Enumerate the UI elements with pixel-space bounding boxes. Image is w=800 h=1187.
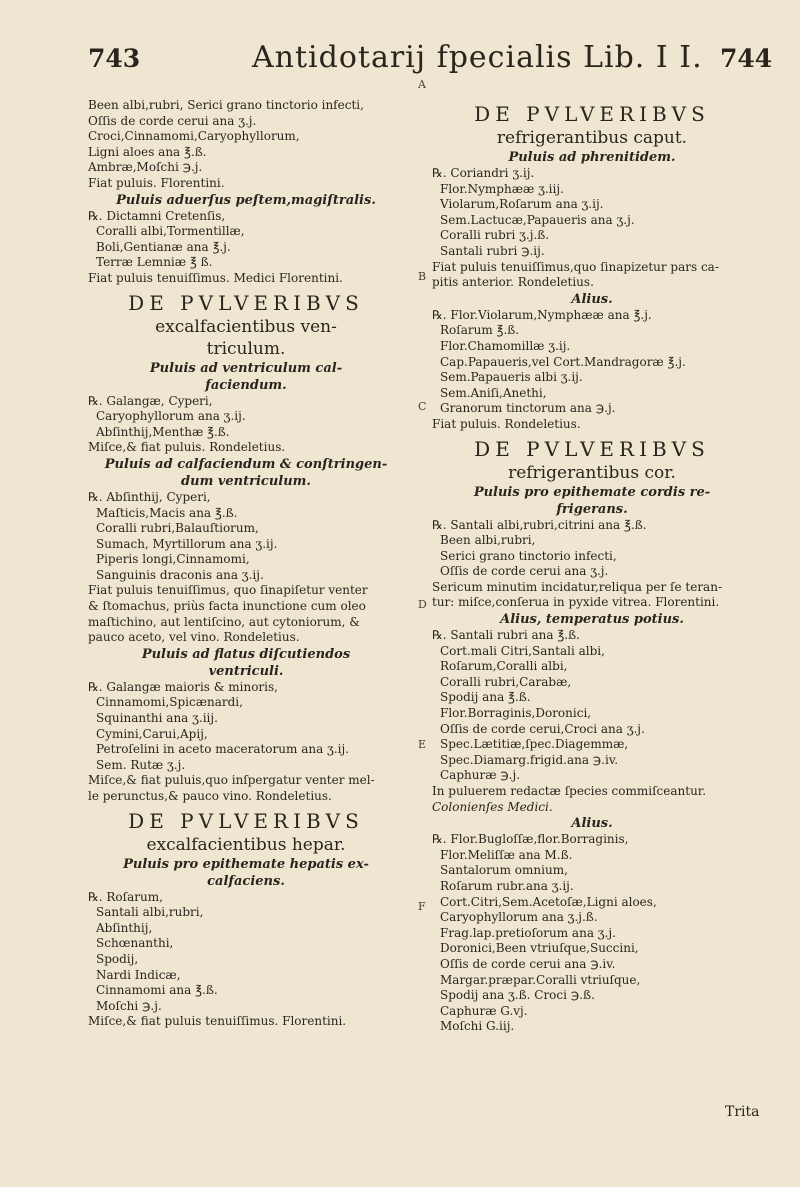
recipe-heading: Alius. xyxy=(571,816,613,832)
text-line: Cinnamomi ana ℥.ß. xyxy=(96,983,218,998)
recipe-heading: Puluis aduerſus peſtem,magiſtralis. xyxy=(116,192,376,208)
text-line: Sem.Aniſi,Anethi, xyxy=(440,385,547,400)
text-line: Miſce,& fiat puluis,quo inſpergatur venter mel- xyxy=(88,773,375,788)
margin-letter-f: F xyxy=(418,900,426,913)
text-line: ℞. Abſinthij, Cyperi, xyxy=(88,489,211,504)
recipe-heading: frigerans. xyxy=(556,501,628,517)
text-line: Coralli rubri,Carabæ, xyxy=(440,674,572,689)
running-title: Antidotarij fpecialis Lib. I I. xyxy=(252,40,703,75)
text-line: Frag.lap.pretioſorum ana ʒ.j. xyxy=(440,925,616,940)
text-line: Colonienſes Medici. xyxy=(432,799,553,814)
text-line: Spodij ana ℥.ß. xyxy=(440,690,531,705)
text-line: pitis anterior. Rondeletius. xyxy=(432,275,594,290)
text-line: ℞. Santali albi,rubri,citrini ana ℥.ß. xyxy=(432,517,647,532)
text-line: Doronici,Been vtriuſque,Succini, xyxy=(440,941,639,956)
text-line: pauco aceto, vel vino. Rondeletius. xyxy=(88,630,300,645)
recipe-heading: calfaciens. xyxy=(207,873,285,889)
recipe-heading: Puluis ad flatus diſcutiendos xyxy=(141,646,351,662)
text-line: Fiat puluis. Rondeletius. xyxy=(432,416,581,431)
text-line: Terræ Lemniæ ℥ ß. xyxy=(96,255,213,270)
section-subtitle: refrigerantibus cor. xyxy=(508,462,676,483)
text-line: Santali rubri ℈.ij. xyxy=(440,243,545,258)
section-subtitle: excalfacientibus hepar. xyxy=(146,834,346,855)
text-line: Spodij, xyxy=(96,951,139,966)
text-line: ℞. Dictamni Cretenſis, xyxy=(88,208,226,223)
text-line: Oſſis de corde cerui,Croci ana ʒ.j. xyxy=(440,721,645,736)
text-line: Maſticis,Macis ana ℥.ß. xyxy=(96,505,238,520)
text-line: Cap.Papaueris,vel Cort.Mandragoræ ℥.j. xyxy=(440,354,686,369)
text-line: Sericum minutim incidatur,reliqua per ſe teran- xyxy=(432,579,722,594)
left-column xyxy=(88,98,404,1030)
margin-letter-d: D xyxy=(418,598,427,611)
text-line: Ambræ,Moſchi ℈.j. xyxy=(88,160,203,175)
text-line: Oſſis de corde cerui ana ʒ.j. xyxy=(88,113,257,128)
recipe-heading: faciendum. xyxy=(205,377,287,393)
text-line: Caryophyllorum ana ʒ.ij. xyxy=(96,409,246,424)
text-line: ℞. Coriandri ʒ.ij. xyxy=(432,166,535,180)
recipe-heading: dum ventriculum. xyxy=(181,473,311,489)
section-subtitle: refrigerantibus caput. xyxy=(496,128,688,148)
text-line: Roſarum,Coralli albi, xyxy=(440,659,568,674)
text-line: Margar.præpar.Coralli vtriuſque, xyxy=(440,972,641,987)
text-line: Fiat puluis. Florentini. xyxy=(88,175,225,190)
text-line: ℞. Galangæ, Cyperi, xyxy=(88,393,213,408)
margin-letter-b: B xyxy=(418,270,427,283)
text-line: Croci,Cinnamomi,Caryophyllorum, xyxy=(88,129,300,144)
text-line: Boli,Gentianæ ana ℥.j. xyxy=(96,239,231,254)
text-line: ℞. Galangæ maioris & minoris, xyxy=(88,679,278,694)
recipe-heading: Alius. xyxy=(571,291,613,307)
text-line: Petroſelini in aceto maceratorum ana ʒ.ij. xyxy=(96,742,350,757)
text-line: Flor.Borraginis,Doronici, xyxy=(440,706,592,721)
recipe-heading: Puluis pro epithemate hepatis ex- xyxy=(123,856,369,872)
right-column xyxy=(432,98,752,1035)
text-line: le perunctus,& pauco vino. Rondeletius. xyxy=(88,789,332,803)
text-line: ℞. Santali rubri ana ℥.ß. xyxy=(432,628,580,643)
text-line: Cort.mali Citri,Santali albi, xyxy=(440,643,605,658)
text-line: Ligni aloes ana ℥.ß. xyxy=(88,144,207,159)
text-line: ℞. Flor.Bugloſſæ,flor.Borraginis, xyxy=(432,832,629,847)
text-line: Sem.Lactucæ,Papaueris ana ʒ.j. xyxy=(440,212,635,227)
text-line: Squinanthi ana ʒ.iij. xyxy=(96,711,218,726)
text-line: tur: miſce,conſerua in pyxide vitrea. Florentini. xyxy=(432,595,720,610)
text-line: Flor.Chamomillæ ʒ.ij. xyxy=(440,338,571,353)
text-line: Piperis longi,Cinnamomi, xyxy=(96,552,250,567)
text-line: Sem.Papaueris albi ʒ.ij. xyxy=(440,370,583,385)
text-line: Been albi,rubri, Serici grano tinctorio infecti, xyxy=(88,98,364,112)
text-line: Caphuræ ℈.j. xyxy=(440,768,521,783)
catchword: Trita xyxy=(725,1104,760,1120)
page-header xyxy=(0,0,800,110)
text-line: Been albi,rubri, xyxy=(440,533,536,548)
recipe-heading: Puluis ad phrenitidem. xyxy=(508,150,676,165)
text-line: Granorum tinctorum ana ℈.j. xyxy=(440,401,616,416)
text-line: maſtichino, aut lentiſcino, aut cytoniorum, & xyxy=(88,614,360,629)
text-line: Fiat puluis tenuiſſimus. Medici Florentini. xyxy=(88,270,343,285)
margin-letter-a: A xyxy=(418,78,426,91)
text-line: Schœnanthi, xyxy=(96,936,174,951)
text-line: Roſarum rubr.ana ʒ.ij. xyxy=(440,878,574,893)
text-line: Santali albi,rubri, xyxy=(96,905,204,920)
text-line: Oſſis de corde cerui ana ʒ.j. xyxy=(440,564,609,579)
section-subtitle: triculum. xyxy=(206,338,286,359)
text-line: Moſchi G.iij. xyxy=(440,1019,515,1034)
text-line: Spec.Diamarg.frigid.ana ℈.iv. xyxy=(440,752,619,767)
text-line: Sumach, Myrtillorum ana ʒ.ij. xyxy=(96,536,278,551)
text-line: ℞. Flor.Violarum,Nymphææ ana ℥.j. xyxy=(432,307,652,322)
text-line: Spec.Lætitiæ,ſpec.Diagemmæ, xyxy=(440,737,629,752)
text-line: Oſſis de corde cerui ana ℈.iv. xyxy=(440,956,616,971)
text-line: ℞. Roſarum, xyxy=(88,889,163,904)
text-line: Flor.Meliſſæ ana M.ß. xyxy=(440,847,573,862)
text-line: & ſtomachus, priùs facta inunctione cum oleo xyxy=(88,599,366,614)
text-line: Coralli albi,Tormentillæ, xyxy=(96,224,245,239)
text-line: Violarum,Roſarum ana ʒ.ij. xyxy=(440,197,604,212)
text-line: Sanguinis draconis ana ʒ.ij. xyxy=(96,567,264,582)
text-line: Nardi Indicæ, xyxy=(96,967,181,982)
section-title: DE PVLVERIBVS xyxy=(128,808,364,833)
recipe-heading: Puluis ad ventriculum cal- xyxy=(149,360,343,376)
text-line: Cinnamomi,Spicænardi, xyxy=(96,695,243,710)
section-title: DE PVLVERIBVS xyxy=(128,290,364,315)
recipe-heading: Puluis ad calfaciendum & conſtringen- xyxy=(104,456,388,472)
text-line: Fiat puluis tenuiſſimus,quo ſinapizetur pars ca- xyxy=(432,259,719,274)
text-line: Flor.Nymphææ ʒ.iij. xyxy=(440,181,564,196)
text-line: Cort.Citri,Sem.Acetoſæ,Ligni aloes, xyxy=(440,894,657,909)
text-line: Sem. Rutæ ʒ.j. xyxy=(96,757,186,772)
text-line: Abſinthij, xyxy=(96,920,153,935)
text-line: Spodij ana ʒ.ß. Croci ℈.ß. xyxy=(440,988,595,1003)
recipe-heading: ventriculi. xyxy=(208,663,284,679)
text-line: Miſce,& fiat puluis. Rondeletius. xyxy=(88,440,286,455)
section-subtitle: excalfacientibus ven- xyxy=(155,316,337,337)
text-line: Caryophyllorum ana ʒ.j.ß. xyxy=(440,910,598,925)
text-line: Serici grano tinctorio infecti, xyxy=(440,548,617,563)
margin-letter-e: E xyxy=(418,738,427,751)
text-line: Cymini,Carui,Apij, xyxy=(96,726,208,741)
text-line: Coralli rubri,Balauſtiorum, xyxy=(96,521,259,536)
page-number-right: 744 xyxy=(720,44,773,73)
recipe-heading: Puluis pro epithemate cordis re- xyxy=(473,484,711,500)
text-line: Miſce,& fiat puluis tenuiſſimus. Florentini. xyxy=(88,1014,347,1029)
recipe-heading: Alius, temperatus potius. xyxy=(500,612,684,628)
text-line: Caphuræ G.vj. xyxy=(440,1003,528,1018)
text-line: Santalorum omnium, xyxy=(440,863,568,878)
section-title: DE PVLVERIBVS xyxy=(474,102,710,126)
section-title: DE PVLVERIBVS xyxy=(474,436,710,461)
text-line: Abſinthij,Menthæ ℥.ß. xyxy=(96,424,230,439)
page-number-left: 743 xyxy=(88,44,141,73)
text-line: Coralli rubri ʒ.j.ß. xyxy=(440,228,550,243)
text-line: Roſarum ℥.ß. xyxy=(440,323,520,338)
text-line: Fiat puluis tenuiſſimus, quo ſinapiſetur venter xyxy=(88,583,368,598)
margin-letter-c: C xyxy=(418,400,427,413)
text-line: Moſchi ℈.j. xyxy=(96,998,162,1013)
text-line: In puluerem redactæ ſpecies commiſceantur. xyxy=(432,784,707,798)
